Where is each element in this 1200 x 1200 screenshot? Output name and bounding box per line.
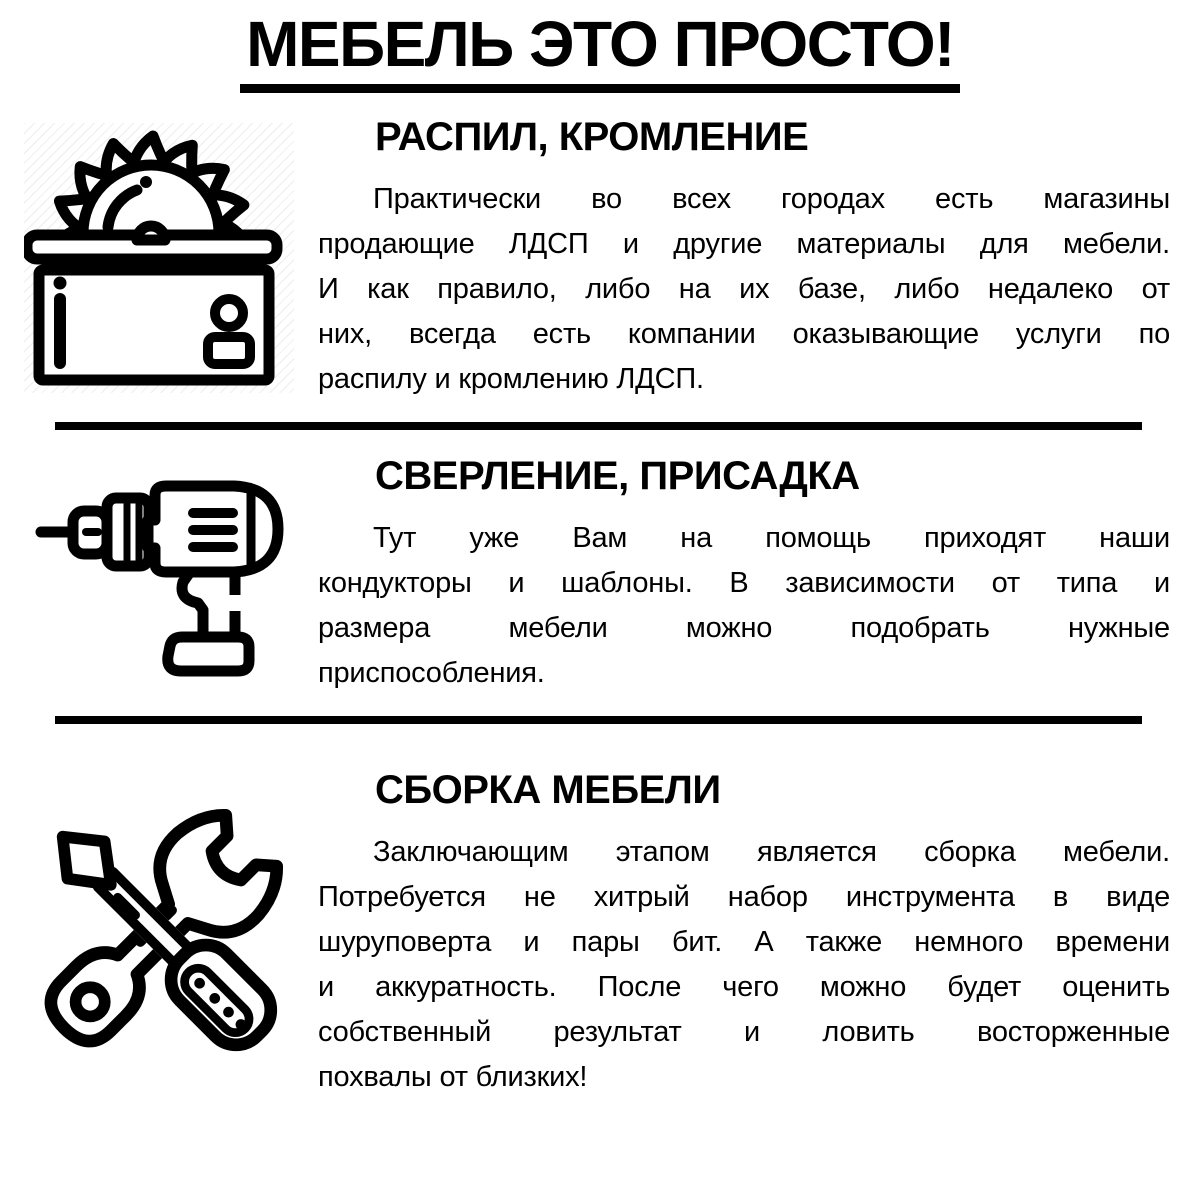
tools-icon <box>13 787 305 1079</box>
section-divider <box>55 422 1142 430</box>
paragraph-line: и аккуратность. После чего можно будет оценить <box>318 971 1170 1004</box>
section-raspil <box>0 105 1200 406</box>
section-sverlenie-icon-cell <box>0 469 318 679</box>
section-sverlenie <box>0 444 1200 700</box>
section-sborka-text <box>318 766 1170 1100</box>
paragraph-line: собственный результат и ловить восторженные <box>318 1016 1170 1049</box>
section-raspil-paragraph <box>318 177 1170 402</box>
section-sborka-icon-cell <box>0 787 318 1079</box>
paragraph-line: кондукторы и шаблоны. В зависимости от типа и <box>318 567 1170 600</box>
paragraph-line: размера мебели можно подобрать нужные <box>318 612 1170 645</box>
paragraph-line: Заключающим этапом является сборка мебели. <box>373 836 1170 869</box>
section-sborka <box>0 738 1200 1104</box>
paragraph-line: шуруповерта и пары бит. А также немного времени <box>318 926 1170 959</box>
drill-icon <box>29 469 289 679</box>
paragraph-line: Потребуется не хитрый набор инструмента в виде <box>318 881 1170 914</box>
section-sborka-paragraph <box>318 830 1170 1100</box>
section-sverlenie-text <box>318 452 1170 696</box>
paragraph-line: приспособления. <box>318 657 545 690</box>
section-raspil-heading: РАСПИЛ, КРОМЛЕНИЕ <box>375 115 809 160</box>
page-header <box>0 0 1200 93</box>
paragraph-line: Практически во всех городах есть магазины <box>373 183 1170 216</box>
section-divider <box>55 716 1142 724</box>
section-raspil-text <box>318 113 1170 402</box>
paragraph-line: распилу и кромлению ЛДСП. <box>318 363 704 396</box>
section-sborka-heading: СБОРКА МЕБЕЛИ <box>375 768 721 813</box>
section-raspil-icon-cell <box>0 123 318 393</box>
paragraph-line: продающие ЛДСП и другие материалы для мебели. <box>318 228 1170 261</box>
section-sverlenie-heading: СВЕРЛЕНИЕ, ПРИСАДКА <box>375 454 860 499</box>
paragraph-line: Тут уже Вам на помощь приходят наши <box>373 522 1170 555</box>
page-title: МЕБЕЛЬ ЭТО ПРОСТО! <box>240 12 960 93</box>
paragraph-line: похвалы от близких! <box>318 1061 588 1094</box>
section-sverlenie-paragraph <box>318 516 1170 696</box>
table-saw-icon <box>24 123 294 393</box>
paragraph-line: И как правило, либо на их базе, либо недалеко от <box>318 273 1170 306</box>
paragraph-line: них, всегда есть компании оказывающие услуги по <box>318 318 1170 351</box>
